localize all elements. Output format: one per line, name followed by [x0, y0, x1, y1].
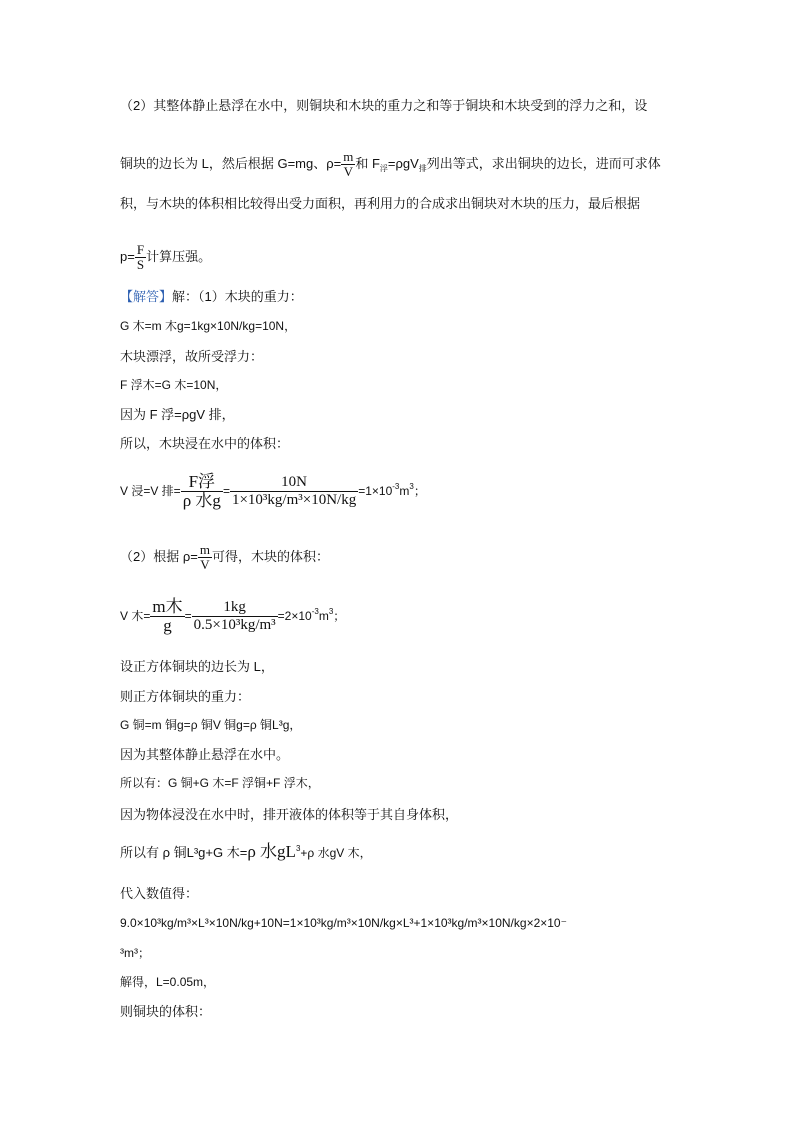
- superscript: 3: [295, 844, 301, 853]
- text-seg: =2×10: [277, 608, 312, 623]
- fraction-numerator: m: [199, 542, 210, 557]
- subscript: 浮: [379, 163, 388, 173]
- fraction-denominator: S: [136, 256, 145, 272]
- text-line-10: 所以，木块浸在水中的体积：: [120, 436, 290, 451]
- fraction-f-over-s: [135, 243, 146, 272]
- fraction-numerator: 10N: [230, 475, 358, 492]
- text-line-9: 因为 F 浮=ρgV 排，: [120, 407, 235, 422]
- answer-heading: [120, 290, 303, 304]
- text-line-7: 木块漂浮，故所受浮力：: [120, 349, 264, 364]
- superscript: -3: [311, 606, 319, 616]
- answer-tag: 【解答】: [120, 290, 173, 305]
- text-line-23: ³m³；: [120, 946, 150, 960]
- text-seg: +ρ 水gV 木，: [300, 846, 372, 860]
- text-seg: ；: [413, 483, 426, 498]
- fraction-denominator: 0.5×10³kg/m³: [193, 616, 276, 633]
- text-line-8: F 浮木=G 木=10N，: [120, 378, 228, 392]
- fraction-numerator: m: [343, 149, 354, 164]
- text-line-11: [120, 473, 426, 511]
- fraction-numerator: m木: [152, 597, 183, 616]
- text-line-6: G 木=m 木g=1kg×10N/kg=10N，: [120, 319, 297, 333]
- fraction-denominator: g: [163, 615, 172, 635]
- text-line-13: [120, 598, 345, 636]
- text-line-16: G 铜=m 铜g=ρ 铜V 铜g=ρ 铜L³g，: [120, 718, 302, 732]
- fraction-wood-volume-expr: [192, 600, 278, 633]
- text-line-25: 则铜块的体积：: [120, 1004, 212, 1019]
- text-seg: V 木=: [120, 608, 151, 623]
- text-line-17: 因为其整体静止悬浮在水中。: [120, 747, 290, 762]
- fraction-m-over-v: [341, 150, 355, 179]
- text-line-14: 设正方体铜块的边长为 L，: [120, 659, 274, 674]
- subscript: 排: [418, 163, 427, 173]
- text-seg: =: [222, 483, 230, 498]
- text-seg: 所以有 ρ 铜L³g+G 木=: [120, 845, 248, 860]
- text-line-1: （2）其整体静止悬浮在水中，则铜块和木块的重力之和等于铜块和木块受到的浮力之和，设: [120, 98, 648, 113]
- fraction-numerator: F浮: [181, 473, 223, 492]
- text-line-3: 积，与木块的体积相比较得出受力面积，再利用力的合成求出铜块对木块的压力，最后根据: [120, 196, 641, 211]
- text-seg: 解：（1）木块的重力：: [172, 289, 303, 304]
- text-line-21: 代入数值得：: [120, 886, 199, 901]
- fraction-denominator: 1×10³kg/m³×10N/kg: [231, 491, 357, 508]
- superscript: 3: [409, 481, 414, 491]
- superscript: 3: [328, 606, 334, 616]
- text-line-15: 则正方体铜块的重力：: [120, 689, 251, 704]
- text-seg: =ρgV: [387, 155, 419, 171]
- text-line-18: 所以有：G 铜+G 木=F 浮铜+F 浮木，: [120, 776, 320, 790]
- text-line-12: [120, 543, 329, 572]
- text-seg: 和 F: [355, 155, 380, 171]
- text-seg: V 浸=V 排=: [120, 483, 181, 498]
- fraction-volume-expr: [230, 475, 358, 508]
- text-seg: =: [184, 608, 192, 623]
- fraction-numerator: 1kg: [192, 600, 278, 617]
- text-seg: p=: [120, 248, 135, 264]
- text-line-20: [120, 843, 372, 860]
- fraction-numerator: F: [136, 242, 145, 257]
- text-seg: m: [318, 608, 329, 623]
- fraction-ffu-over-rhog: [181, 473, 223, 511]
- fraction-denominator: ρ 水g: [182, 490, 221, 510]
- text-line-4: [120, 243, 211, 272]
- text-line-22: 9.0×10³kg/m³×L³×10N/kg+10N=1×10³kg/m³×10N/kg×L³+1×10³kg/m³×10N/kg×2×10⁻: [120, 916, 567, 930]
- text-seg: m: [399, 483, 410, 498]
- text-seg: ；: [333, 608, 346, 623]
- math-seg: ρ 水gL: [247, 842, 296, 861]
- superscript: -3: [392, 481, 400, 491]
- text-line-19: 因为物体浸没在水中时，排开液体的体积等于其自身体积，: [120, 807, 459, 822]
- text-seg: =1×10: [358, 483, 393, 498]
- text-seg: 可得，木块的体积：: [211, 548, 329, 564]
- text-seg: （2）根据 ρ=: [120, 548, 198, 564]
- fraction-m-over-v-2: [198, 543, 212, 572]
- text-line-24: 解得，L=0.05m，: [120, 975, 216, 989]
- text-seg: 计算压强。: [146, 248, 212, 264]
- text-seg: 列出等式，求出铜块的边长，进而可求体: [426, 155, 661, 171]
- text-seg: 铜块的边长为 L，然后根据 G=mg、ρ=: [120, 155, 342, 171]
- fraction-denominator: V: [343, 163, 353, 179]
- fraction-m-wood-over-g: [150, 598, 184, 636]
- fraction-denominator: V: [200, 556, 210, 572]
- text-line-2: [120, 150, 661, 179]
